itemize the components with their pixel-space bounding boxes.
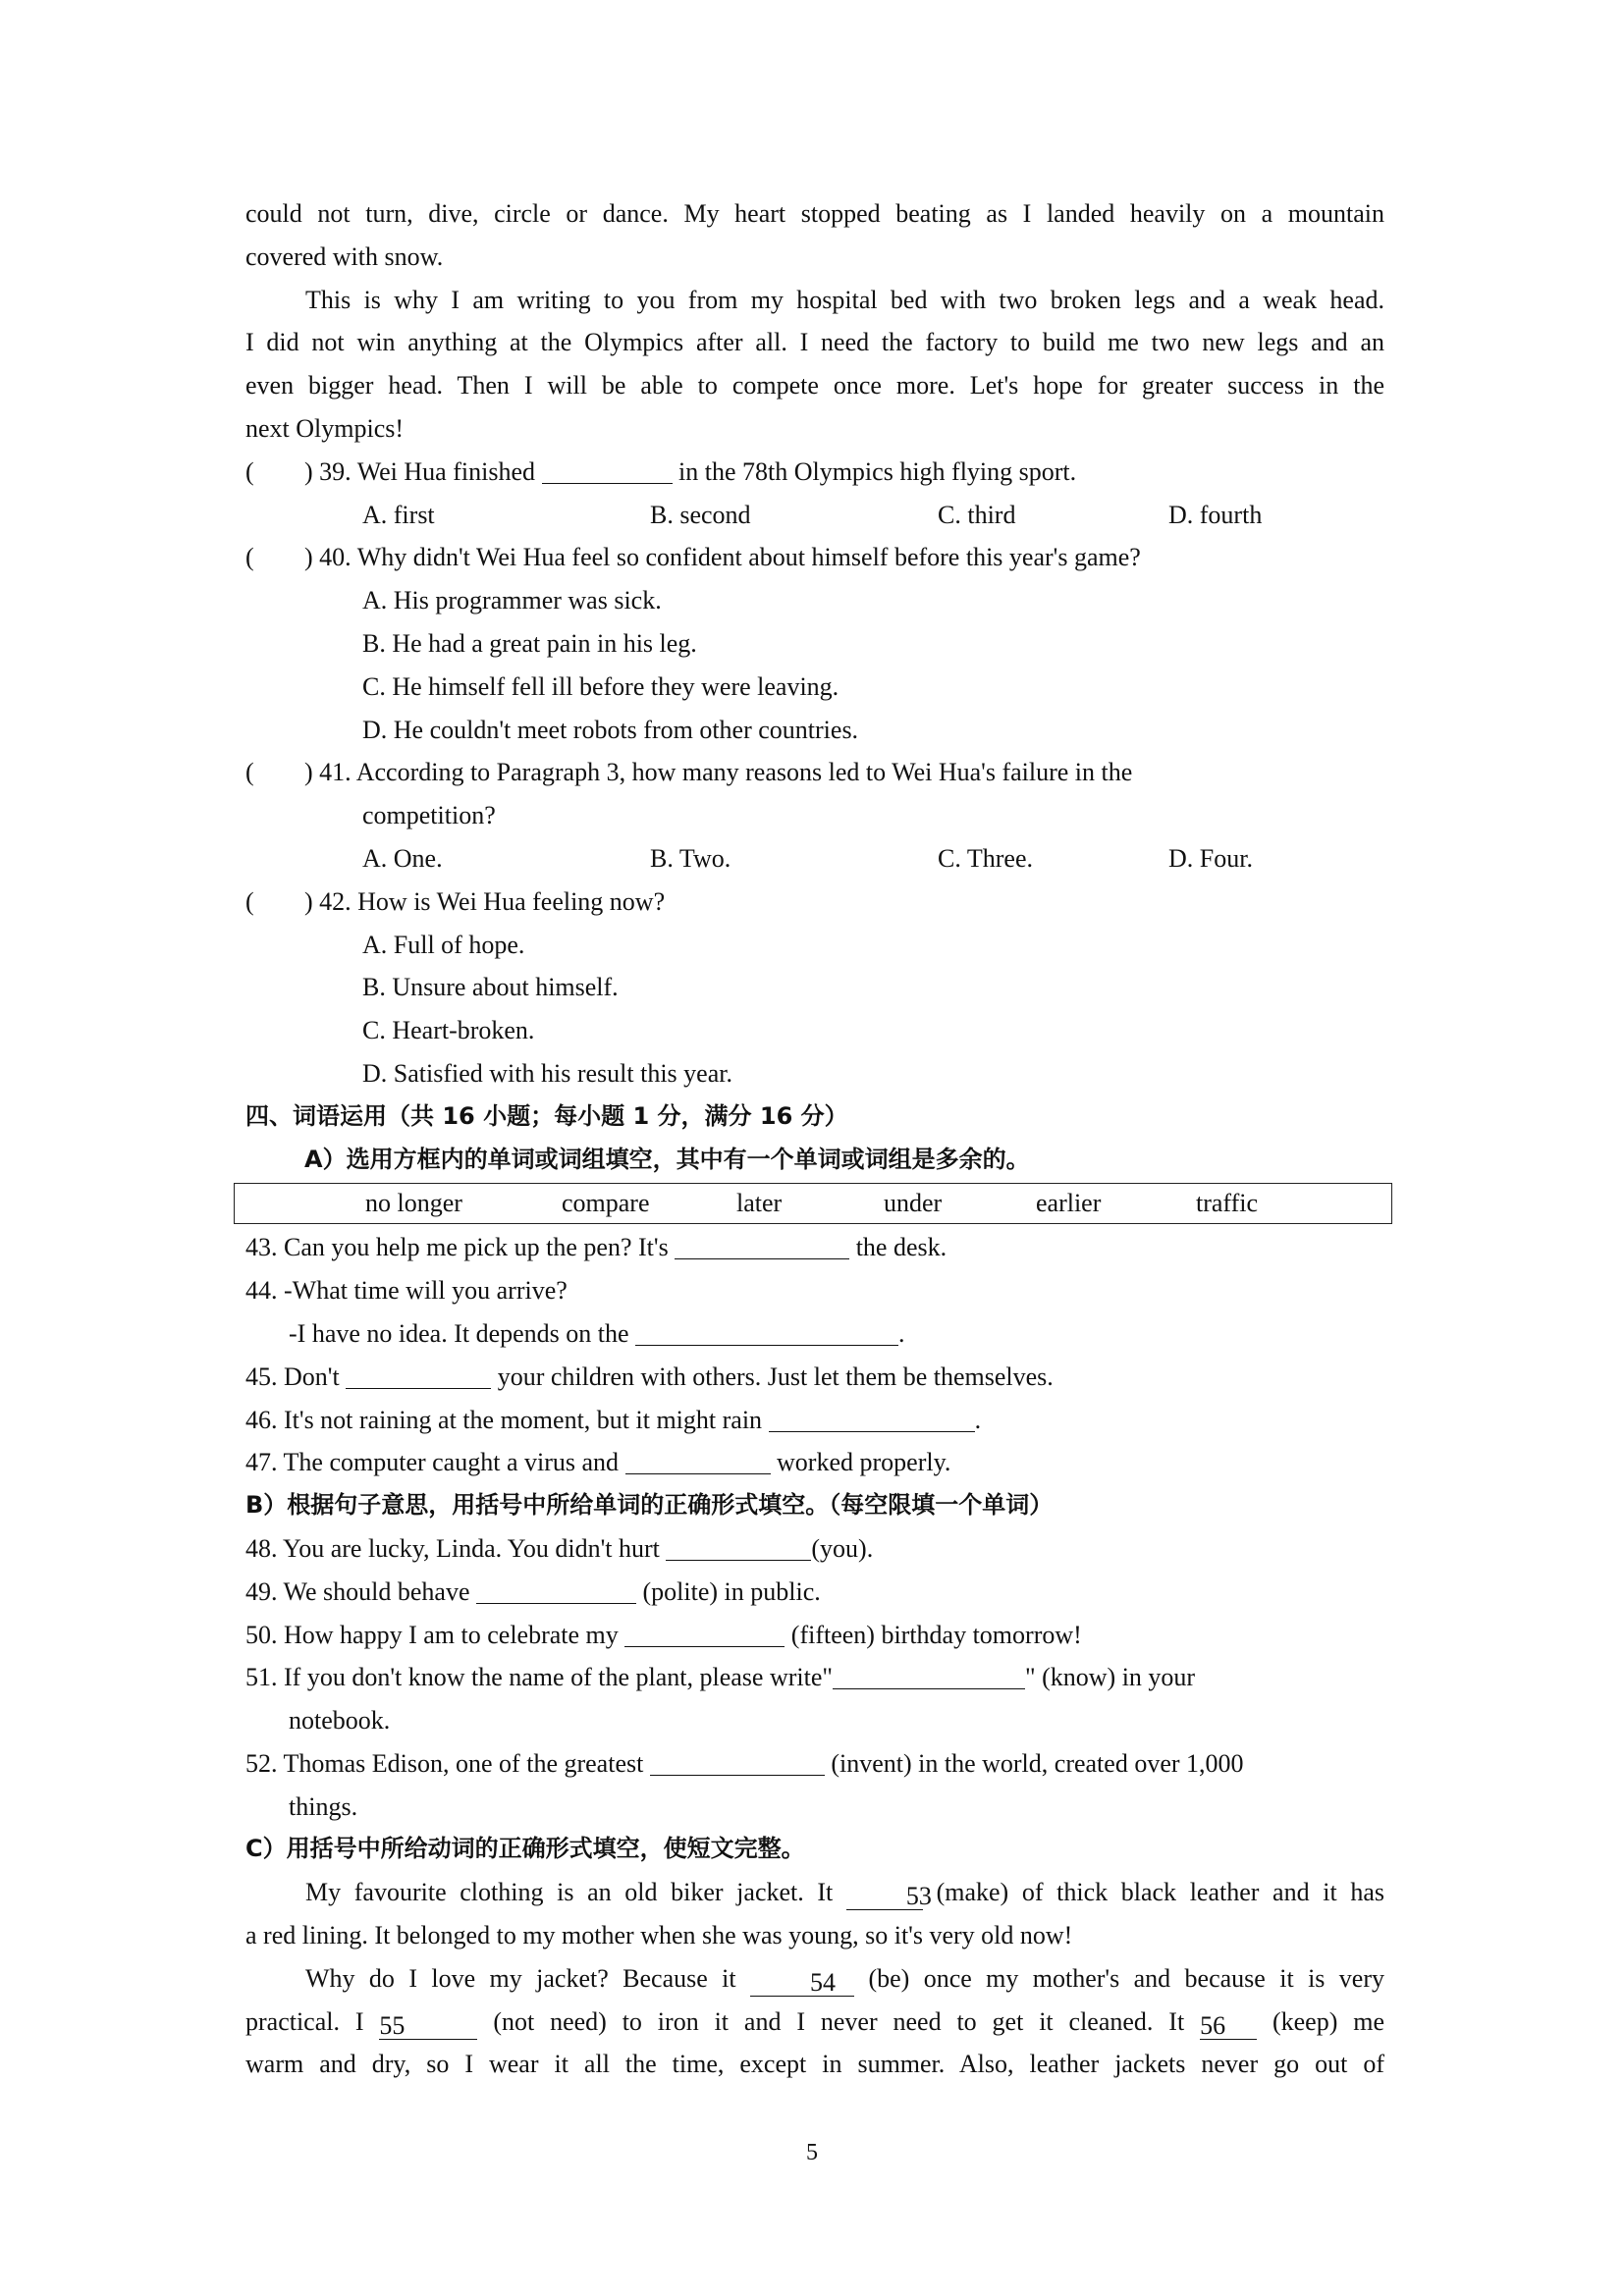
answer-paren: ( bbox=[245, 456, 254, 486]
page-number: 5 bbox=[806, 2140, 818, 2165]
option: D. Four. bbox=[1168, 843, 1253, 873]
question-40 bbox=[245, 536, 1384, 579]
word-option: no longer bbox=[365, 1189, 462, 1218]
cloze-line bbox=[245, 1871, 1384, 1914]
question-stem: 46. It's not raining at the moment, but it might rain bbox=[245, 1405, 763, 1434]
question-52 bbox=[245, 1742, 1384, 1786]
answer-blank bbox=[625, 1444, 771, 1474]
option: B. He had a great pain in his leg. bbox=[362, 628, 697, 658]
question-52-continued: things. bbox=[289, 1791, 358, 1821]
question-stem: (polite) in public. bbox=[642, 1576, 821, 1606]
cloze-line: warm and dry, so I wear it all the time, except in summer. Also, leather jackets never go out of bbox=[245, 2050, 1384, 2079]
question-stem: 47. The computer caught a virus and bbox=[245, 1448, 620, 1477]
question-51-continued: notebook. bbox=[289, 1706, 391, 1735]
answer-blank bbox=[476, 1574, 636, 1604]
question-stem: the desk. bbox=[855, 1233, 947, 1262]
cloze-text: My favourite clothing is an old biker jacket. It bbox=[305, 1878, 834, 1907]
cloze-blank-53: 53 bbox=[846, 1880, 923, 1910]
answer-blank bbox=[624, 1617, 785, 1647]
question-stem: . bbox=[898, 1318, 905, 1348]
option: B. Unsure about himself. bbox=[362, 973, 619, 1002]
option: D. fourth bbox=[1168, 500, 1263, 529]
option: C. third bbox=[938, 500, 1016, 529]
cloze-text: (keep) me bbox=[1272, 2006, 1385, 2036]
answer-paren: ( bbox=[245, 758, 254, 787]
option: A. One. bbox=[362, 843, 443, 873]
word-option: later bbox=[736, 1189, 783, 1218]
question-stem: (invent) in the world, created over 1,000 bbox=[831, 1748, 1244, 1778]
option: D. He couldn't meet robots from other countries. bbox=[362, 715, 859, 744]
answer-blank bbox=[833, 1659, 1025, 1689]
question-stem: 50. How happy I am to celebrate my bbox=[245, 1620, 619, 1649]
question-stem: -I have no idea. It depends on the bbox=[289, 1318, 629, 1348]
answer-blank bbox=[635, 1315, 898, 1346]
question-42 bbox=[245, 881, 1384, 924]
section-title: 四、词语运用（共 16 小题；每小题 1 分，满分 16 分） bbox=[245, 1101, 848, 1130]
answer-paren: ( bbox=[245, 886, 254, 916]
question-stem: 43. Can you help me pick up the pen? It's bbox=[245, 1233, 669, 1262]
option: B. Two. bbox=[650, 843, 731, 873]
question-stem: (you). bbox=[811, 1533, 874, 1563]
question-50 bbox=[245, 1614, 1384, 1657]
answer-blank bbox=[542, 454, 673, 484]
option: A. His programmer was sick. bbox=[362, 586, 662, 615]
question-47 bbox=[245, 1441, 1384, 1484]
passage-line: covered with snow. bbox=[245, 241, 444, 271]
cloze-blank-54: 54 bbox=[750, 1966, 854, 1997]
cloze-blank-55: 55 bbox=[379, 2009, 477, 2040]
option: A. first bbox=[362, 500, 435, 529]
exam-page bbox=[245, 192, 1384, 2086]
cloze-line: a red lining. It belonged to my mother when she was young, so it's very old now! bbox=[245, 1921, 1073, 1950]
part-c-instruction: C）用括号中所给动词的正确形式填空，使短文完整。 bbox=[245, 1835, 805, 1863]
question-49 bbox=[245, 1571, 1384, 1614]
word-box bbox=[234, 1183, 1392, 1224]
cloze-text: (make) of thick black leather and it has bbox=[936, 1878, 1384, 1907]
word-option: under bbox=[884, 1189, 943, 1218]
cloze-blank-56: 56 bbox=[1200, 2009, 1257, 2040]
part-a-instruction: A）选用方框内的单词或词组填空，其中有一个单词或词组是多余的。 bbox=[304, 1145, 1030, 1173]
cloze-line bbox=[245, 2001, 1384, 2044]
question-48 bbox=[245, 1527, 1384, 1571]
question-stem: (fifteen) birthday tomorrow! bbox=[790, 1620, 1082, 1649]
options-row bbox=[245, 494, 1384, 537]
answer-blank bbox=[650, 1745, 825, 1776]
answer-paren: ( bbox=[245, 543, 254, 572]
question-stem: in the 78th Olympics high flying sport. bbox=[678, 456, 1077, 486]
passage-line: I did not win anything at the Olympics after all. I need the factory to build me two new legs and an bbox=[245, 328, 1384, 357]
option: B. second bbox=[650, 500, 751, 529]
question-stem: ) 41. According to Paragraph 3, how many reasons led to Wei Hua's failure in the bbox=[304, 758, 1133, 787]
option: C. Heart-broken. bbox=[362, 1016, 535, 1045]
question-44: 44. -What time will you arrive? bbox=[245, 1276, 568, 1306]
question-51 bbox=[245, 1656, 1384, 1699]
option: D. Satisfied with his result this year. bbox=[362, 1058, 732, 1088]
question-stem-continued: competition? bbox=[362, 801, 496, 830]
question-stem: . bbox=[974, 1405, 982, 1434]
question-stem: ) 42. How is Wei Hua feeling now? bbox=[304, 886, 666, 916]
passage-line: next Olympics! bbox=[245, 413, 405, 443]
cloze-text: (be) once my mother's and because it is very bbox=[868, 1963, 1385, 1993]
question-stem: ) 40. Why didn't Wei Hua feel so confident about himself before this year's game? bbox=[304, 543, 1141, 572]
question-stem: 45. Don't bbox=[245, 1362, 340, 1391]
question-stem: ) 39. Wei Hua finished bbox=[304, 456, 535, 486]
cloze-line bbox=[245, 1957, 1384, 2001]
answer-blank bbox=[675, 1229, 849, 1259]
question-45 bbox=[245, 1356, 1384, 1399]
passage-line: even bigger head. Then I will be able to compete once more. Let's hope for greater success in the bbox=[245, 371, 1384, 400]
question-stem: 51. If you don't know the name of the plant, please write" bbox=[245, 1663, 833, 1692]
question-stem: worked properly. bbox=[777, 1448, 951, 1477]
question-stem: 52. Thomas Edison, one of the greatest bbox=[245, 1748, 644, 1778]
question-46 bbox=[245, 1399, 1384, 1442]
question-stem: 48. You are lucky, Linda. You didn't hurt bbox=[245, 1533, 660, 1563]
option: A. Full of hope. bbox=[362, 930, 525, 959]
answer-blank bbox=[769, 1402, 975, 1432]
answer-blank bbox=[346, 1359, 491, 1389]
question-stem: 49. We should behave bbox=[245, 1576, 470, 1606]
cloze-text: practical. I bbox=[245, 2006, 364, 2036]
cloze-text: Why do I love my jacket? Because it bbox=[305, 1963, 736, 1993]
question-44-reply bbox=[245, 1312, 1384, 1356]
question-stem: " (know) in your bbox=[1024, 1663, 1196, 1692]
option: C. He himself fell ill before they were leaving. bbox=[362, 671, 839, 701]
cloze-text: (not need) to iron it and I never need to get it cleaned. It bbox=[493, 2006, 1185, 2036]
part-b-instruction: B）根据句子意思，用括号中所给单词的正确形式填空。（每空限填一个单词） bbox=[245, 1491, 1054, 1520]
option: C. Three. bbox=[938, 843, 1033, 873]
passage-line: could not turn, dive, circle or dance. My heart stopped beating as I landed heavily on a mountain bbox=[245, 199, 1384, 228]
answer-blank bbox=[666, 1530, 811, 1561]
passage-line: This is why I am writing to you from my hospital bed with two broken legs and a weak head. bbox=[305, 285, 1384, 314]
word-option: earlier bbox=[1036, 1189, 1102, 1218]
word-option: compare bbox=[562, 1189, 650, 1218]
word-option: traffic bbox=[1196, 1189, 1259, 1218]
question-43 bbox=[245, 1226, 1384, 1269]
question-stem: your children with others. Just let them be themselves. bbox=[497, 1362, 1054, 1391]
question-39 bbox=[245, 451, 1384, 494]
options-row bbox=[245, 837, 1384, 881]
question-41 bbox=[245, 751, 1384, 794]
